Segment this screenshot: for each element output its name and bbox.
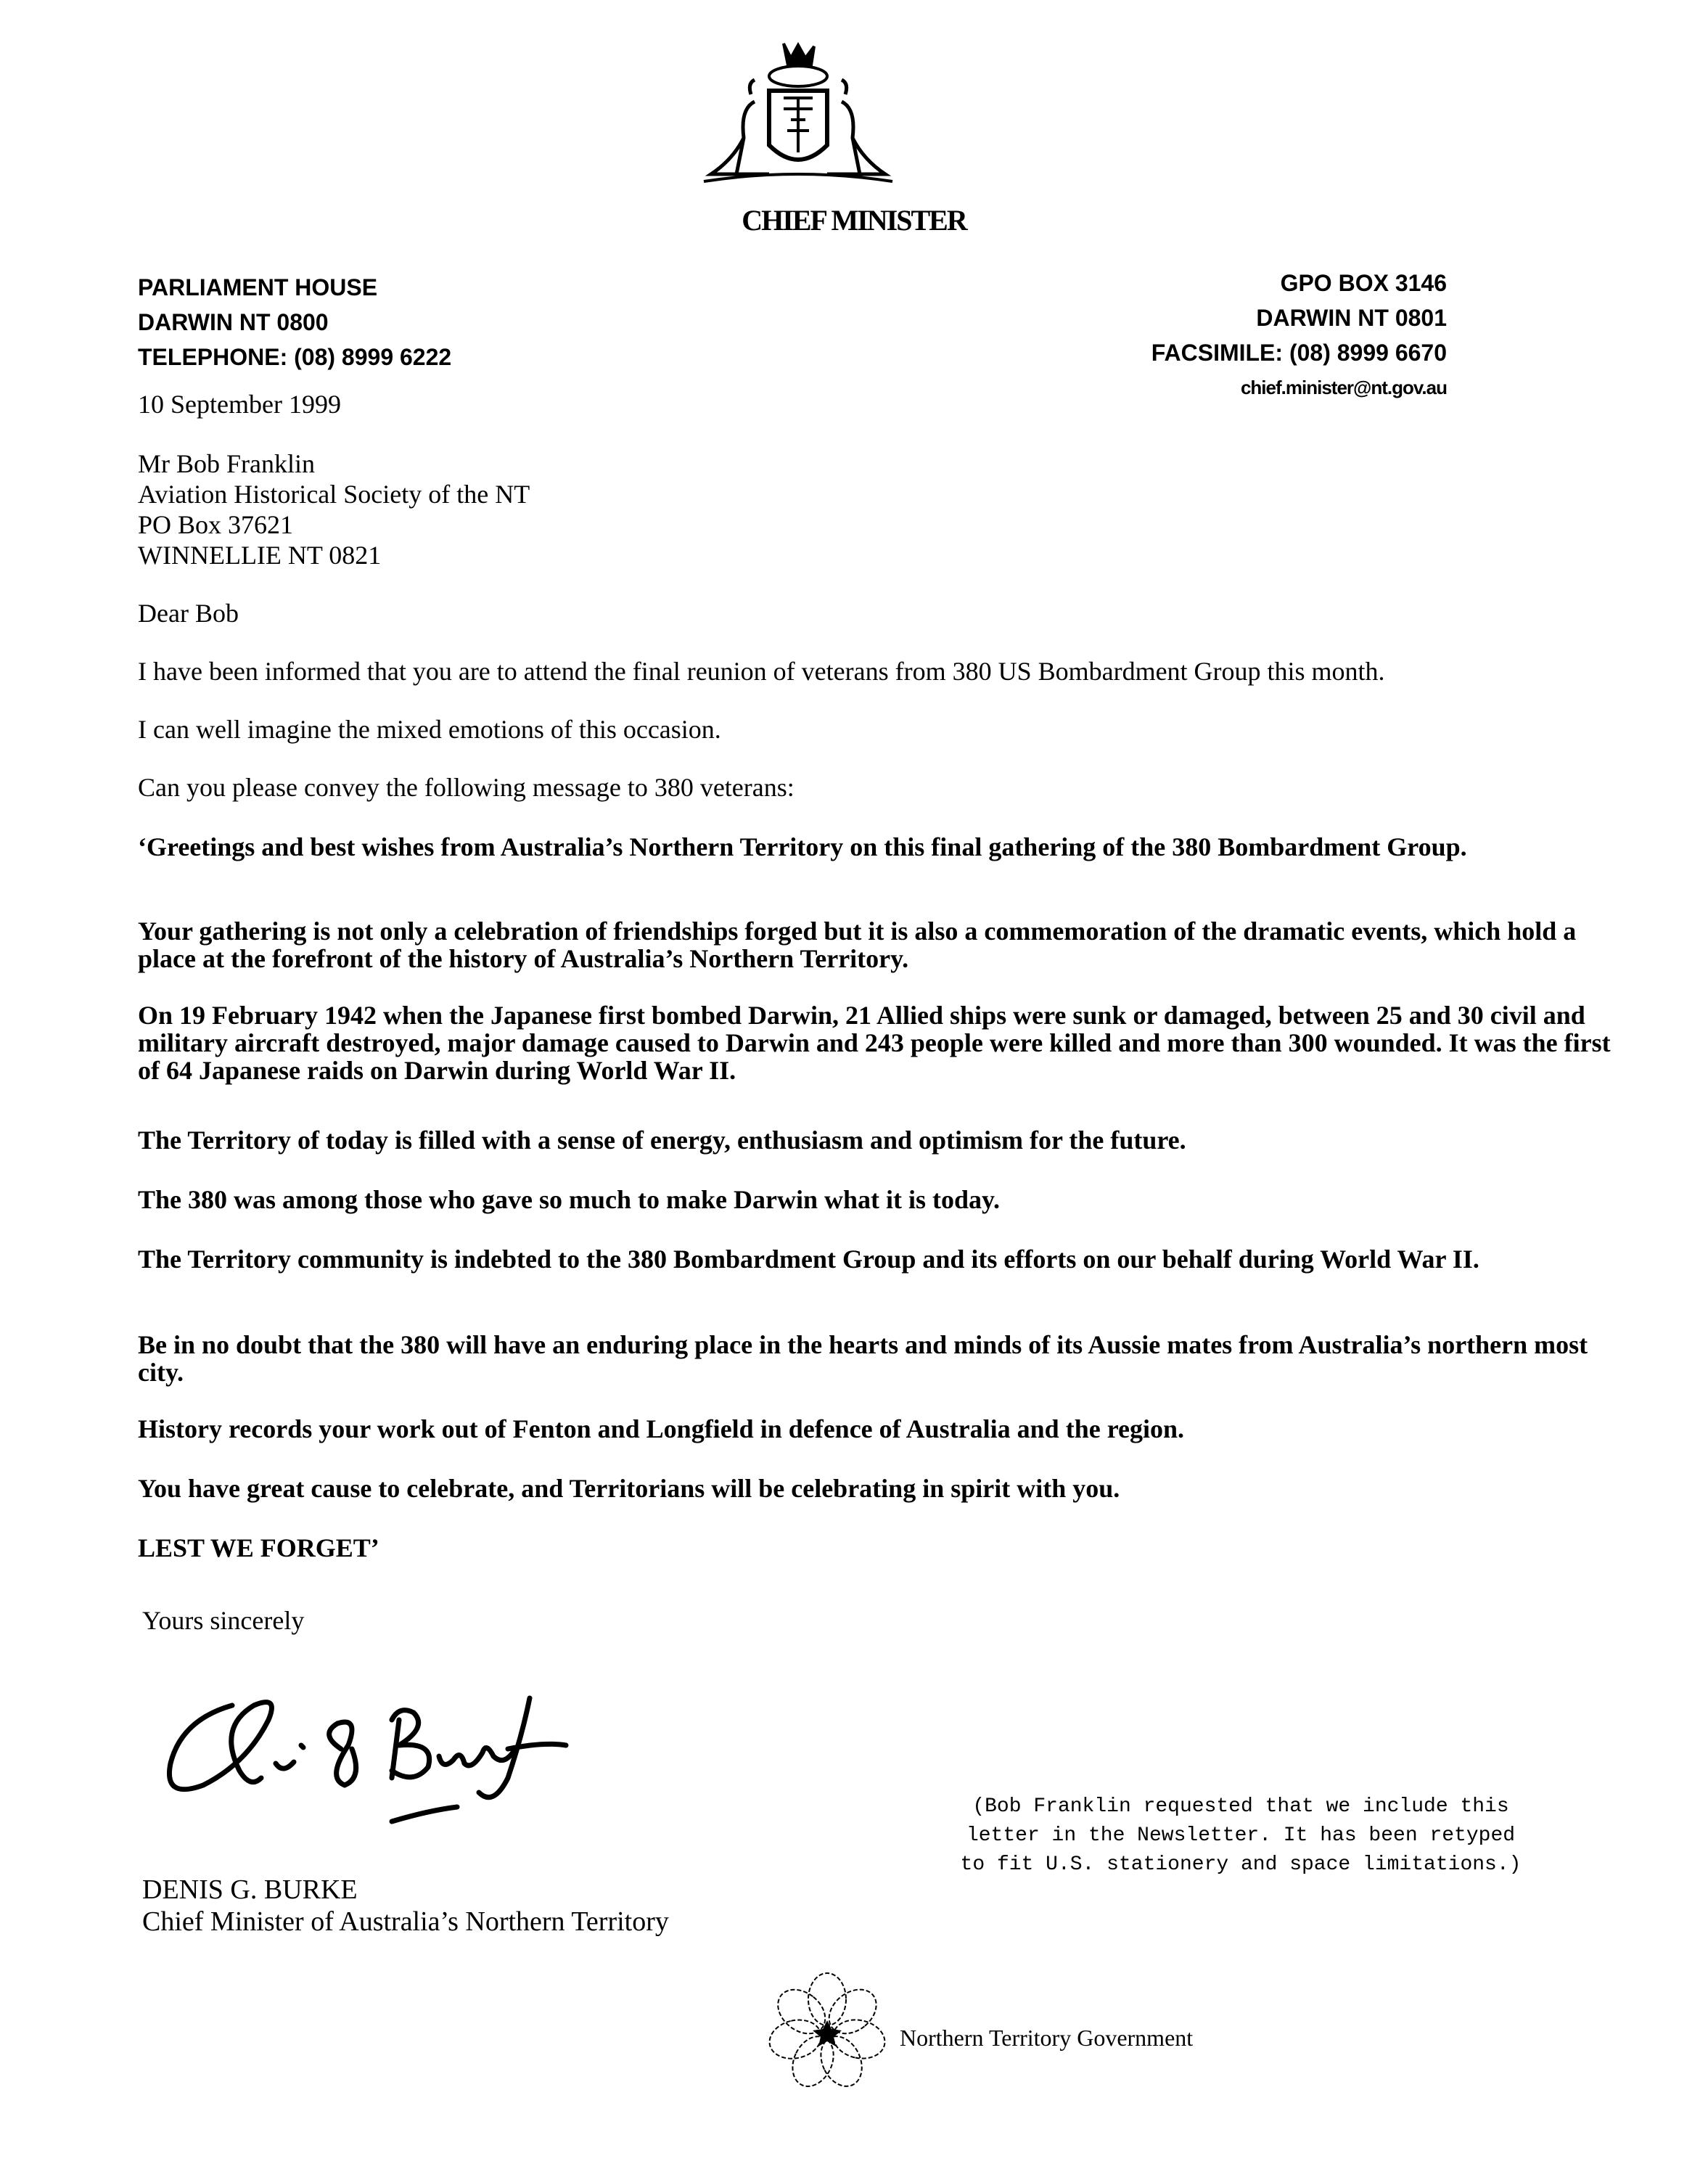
signatory-block [142, 1874, 669, 1938]
recipient-line: PO Box 37621 [138, 510, 294, 539]
intro-paragraph: I have been informed that you are to attend the final reunion of veterans from 380 US Bombardment Group this month. [138, 657, 1385, 686]
signatory-title: Chief Minister of Australia’s Northern Territory [142, 1906, 669, 1937]
message-paragraph: On 19 February 1942 when the Japanese first bombed Darwin, 21 Allied ships were sunk or damaged, between 25 and 30 civil and military aircraft destroyed, major damage caused to Darwin and 243 people were killed and more than 300 wounded. It was the first of 64 Japanese raids on Darwin during World War II. [138, 1001, 1611, 1085]
letterhead-address-left [138, 270, 451, 374]
message-paragraph: The Territory community is indebted to the 380 Bombardment Group and its efforts on our behalf during World War II. [138, 1245, 1479, 1274]
address-line: DARWIN NT 0800 [138, 309, 329, 335]
intro-paragraph: I can well imagine the mixed emotions of this occasion. [138, 715, 721, 744]
message-paragraph: ‘Greetings and best wishes from Australia’s Northern Territory on this final gathering of the 380 Bombardment Group. [138, 832, 1467, 861]
address-line: DARWIN NT 0801 [1256, 305, 1447, 331]
office-title: CHIEF MINISTER [742, 204, 966, 237]
recipient-line: Aviation Historical Society of the NT [138, 480, 530, 509]
facsimile-line: FACSIMILE: (08) 8999 6670 [1151, 340, 1447, 366]
intro-paragraph: Can you please convey the following message to 380 veterans: [138, 773, 795, 802]
message-paragraph: The Territory of today is filled with a sense of energy, enthusiasm and optimism for the future. [138, 1126, 1186, 1155]
message-paragraph: You have great cause to celebrate, and Territorians will be celebrating in spirit with you. [138, 1474, 1120, 1503]
message-paragraph: Your gathering is not only a celebration of friendships forged but it is also a commemoration of the dramatic events, which hold a place at the forefront of the history of Australia’s Northern Territory. [138, 917, 1577, 973]
salutation: Dear Bob [138, 599, 239, 628]
recipient-line: Mr Bob Franklin [138, 449, 316, 478]
letter-date: 10 September 1999 [138, 390, 341, 419]
editor-note: (Bob Franklin requested that we include this letter in the Newsletter. It has been retyped to fit U.S. stationery and space limitations.) [960, 1795, 1522, 1876]
address-line: GPO BOX 3146 [1280, 270, 1447, 296]
address-line: PARLIAMENT HOUSE [138, 274, 378, 300]
footer-organisation: Northern Territory Government [900, 2025, 1194, 2051]
email-address: chief.minister@nt.gov.au [1240, 377, 1447, 398]
closing: Yours sincerely [142, 1606, 305, 1635]
handwritten-signature [152, 1676, 617, 1829]
coat-of-arms-crest [682, 36, 907, 196]
recipient-line: WINNELLIE NT 0821 [138, 541, 382, 570]
message-paragraph: History records your work out of Fenton and Longfield in defence of Australia and the region. [138, 1414, 1185, 1443]
letterhead-address-right [1151, 266, 1447, 405]
signatory-name: DENIS G. BURKE [142, 1874, 358, 1905]
recipient-address [138, 448, 530, 570]
message-paragraph: The 380 was among those who gave so much to make Darwin what it is today. [138, 1185, 1001, 1214]
lest-we-forget: LEST WE FORGET’ [138, 1533, 379, 1562]
message-paragraph: Be in no doubt that the 380 will have an enduring place in the hearts and minds of its Aussie mates from Australia’s northern most city. [138, 1330, 1588, 1387]
telephone-line: TELEPHONE: (08) 8999 6222 [138, 344, 452, 370]
nt-floral-emblem [762, 1967, 892, 2097]
